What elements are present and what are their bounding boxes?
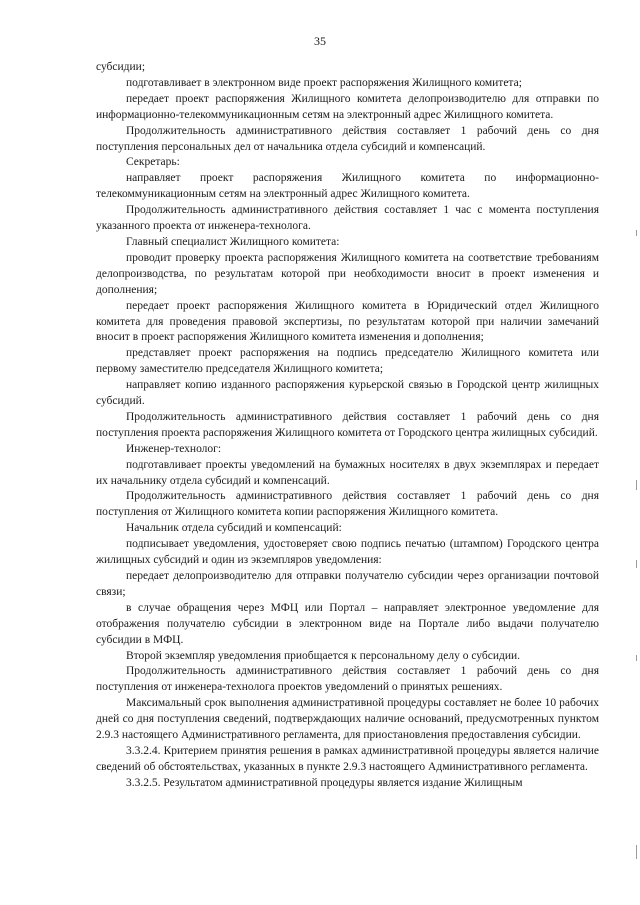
paragraph: передает проект распоряжения Жилищного комитета в Юридический отдел Жилищного комитета для проведения правовой экспертизы, по результатам которой при наличии замечаний вносит в проект распоряжения Жилищного комитета изменения и дополнения; [96, 299, 599, 344]
paragraph: проводит проверку проекта распоряжения Жилищного комитета на соответствие требованиям делопроизводства, по результатам которой при необходимости вносит в проект изменения и дополнения; [96, 251, 599, 296]
paragraph: Продолжительность административного действия составляет 1 рабочий день со дня поступления от инженера-технолога проектов уведомлений о принятых решениях. [96, 665, 599, 694]
paragraph: подготавливает в электронном виде проект распоряжения Жилищного комитета; [126, 76, 522, 89]
scan-artifact [636, 480, 637, 490]
scan-artifact [636, 655, 637, 661]
paragraph: Продолжительность административного действия составляет 1 рабочий день со дня поступления персональных дел от начальника отдела субсидий и компенсаций. [96, 124, 599, 153]
scan-artifact [636, 230, 637, 236]
paragraph: подготавливает проекты уведомлений на бумажных носителях в двух экземплярах и передает их начальнику отдела субсидий и компенсаций. [96, 458, 599, 487]
paragraph: Продолжительность административного действия составляет 1 рабочий день со дня поступления от Жилищного комитета копии распоряжения Жилищного комитета. [96, 490, 599, 519]
paragraph: представляет проект распоряжения на подпись председателю Жилищного комитета или первому заместителю председателя Жилищного комитета; [96, 347, 599, 376]
document-body [96, 60, 599, 792]
paragraph: направляет проект распоряжения Жилищного комитета по информационно-телекоммуникационным сетям на электронный адрес Жилищного комитета. [96, 172, 599, 201]
page-number: 35 [314, 34, 326, 48]
paragraph: Продолжительность административного действия составляет 1 рабочий день со дня поступления проекта распоряжения Жилищного комитета от Городского центра жилищных субсидий. [96, 410, 599, 439]
paragraph: Второй экземпляр уведомления приобщается к персональному делу о субсидии. [126, 649, 521, 662]
scan-artifact [636, 845, 637, 859]
paragraph: Секретарь: [126, 156, 180, 169]
paragraph: передает делопроизводителю для отправки получателю субсидии через организации почтовой связи; [96, 570, 599, 598]
paragraph: субсидии; [96, 61, 146, 73]
paragraph: в случае обращения через МФЦ или Портал – направляет электронное уведомление для отображения получателю субсидии в электронном виде на Портале либо выдачи получателю субсидии в МФЦ. [96, 601, 599, 646]
paragraph: 3.3.2.4. Критерием принятия решения в рамках административной процедуры является наличие сведений об обстоятельствах, указанных в пункте 2.9.3 настоящего Административного регламента. [96, 744, 599, 773]
paragraph: 3.3.2.5. Результатом административной процедуры является издание Жилищным [126, 776, 523, 789]
paragraph: направляет копию изданного распоряжения курьерской связью в Городской центр жилищных субсидий. [96, 379, 599, 408]
paragraph: передает проект распоряжения Жилищного комитета делопроизводителю для отправки по информационно-телекоммуникационным сетям на электронный адрес Жилищного комитета. [96, 92, 599, 121]
paragraph: Инженер-технолог: [126, 442, 222, 455]
scan-artifact [636, 560, 637, 568]
paragraph: подписывает уведомления, удостоверяет свою подпись печатью (штампом) Городского центра жилищных субсидий и один из экземпляров уведомления: [96, 538, 599, 567]
paragraph: Начальник отдела субсидий и компенсаций: [126, 522, 342, 535]
paragraph: Главный специалист Жилищного комитета: [126, 235, 340, 248]
paragraph: Продолжительность административного действия составляет 1 час с момента поступления указанного проекта от инженера-технолога. [96, 204, 599, 233]
paragraph: Максимальный срок выполнения административной процедуры составляет не более 10 рабочих дней со дня поступления сведений, подтверждающих наличие оснований, предусмотренных пунктом 2.9.3 настоящего Административного регламента, для приостановления предоставления субсидии. [96, 697, 599, 742]
